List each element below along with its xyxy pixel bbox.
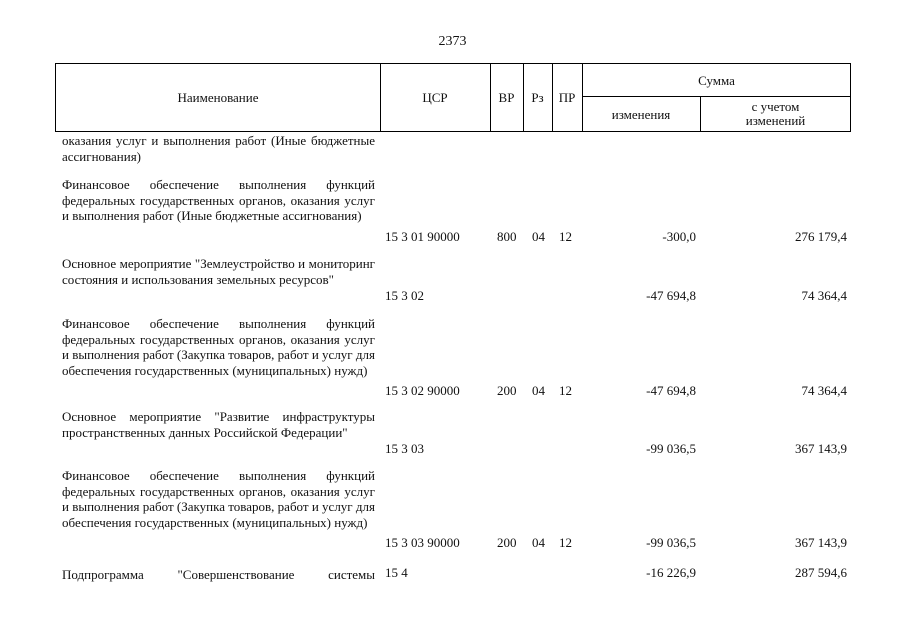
table-row [0,565,905,585]
header-with-changes-line1: с учетом [751,99,800,114]
header-rz: Рз [531,90,544,105]
row-name: Финансовое обеспечение выполнения функций федеральных государственных органов, оказания услуг и выполнения работ (Закупка товаров, работ и услуг для обеспечения государственных (муниципальных) нужд) [62,468,375,530]
row-pr: 12 [559,229,572,244]
row-csr: 15 3 02 90000 [385,383,460,398]
row-total: 367 143,9 [795,441,847,456]
row-total: 287 594,6 [795,565,847,580]
row-name: Основное мероприятие "Землеустройство и мониторинг состояния и использования земельных ресурсов" [62,256,375,287]
table-row [0,256,905,306]
table-row [0,177,905,247]
row-csr: 15 4 [385,565,408,580]
row-csr: 15 3 03 90000 [385,535,460,550]
table-row [0,468,905,553]
row-csr: 15 3 02 [385,288,424,303]
row-pr: 12 [559,535,572,550]
header-changes: изменения [611,107,671,122]
row-rz: 04 [532,535,545,550]
header-pr: ПР [558,90,576,105]
row-name: Финансовое обеспечение выполнения функций федеральных государственных органов, оказания услуг и выполнения работ (Закупка товаров, работ и услуг для обеспечения государственных (муниципальных) нужд) [62,316,375,378]
header-with-changes [700,100,851,128]
row-csr: 15 3 03 [385,441,424,456]
table-row [0,409,905,459]
header-sum: Сумма [698,73,735,88]
row-change: -99 036,5 [646,441,696,456]
row-total: 74 364,4 [801,288,847,303]
row-total: 367 143,9 [795,535,847,550]
header-csr: ЦСР [422,90,448,105]
header-vr: ВР [498,90,515,105]
row-change: -47 694,8 [646,288,696,303]
row-rz: 04 [532,383,545,398]
row-total: 74 364,4 [801,383,847,398]
table-header [55,63,851,132]
row-change: -47 694,8 [646,383,696,398]
row-vr: 800 [497,229,517,244]
page-number: 2373 [438,34,467,49]
row-pr: 12 [559,383,572,398]
row-rz: 04 [532,229,545,244]
row-change: -300,0 [662,229,696,244]
row-vr: 200 [497,535,517,550]
row-name: Основное мероприятие "Развитие инфраструктуры пространственных данных Российской Федерации" [62,409,375,440]
table-row [0,316,905,401]
row-name: Финансовое обеспечение выполнения функций федеральных государственных органов, оказания услуг и выполнения работ (Иные бюджетные ассигнования) [62,177,375,223]
row-csr: 15 3 01 90000 [385,229,460,244]
row-name: Подпрограмма "Совершенствование системы [62,567,375,582]
row-name: оказания услуг и выполнения работ (Иные бюджетные ассигнования) [62,133,375,164]
row-vr: 200 [497,383,517,398]
row-change: -99 036,5 [646,535,696,550]
header-with-changes-line2: изменений [745,113,806,128]
row-change: -16 226,9 [646,565,696,580]
table-row [0,133,905,168]
header-name: Наименование [177,90,259,105]
header-divider [582,96,850,97]
row-total: 276 179,4 [795,229,847,244]
